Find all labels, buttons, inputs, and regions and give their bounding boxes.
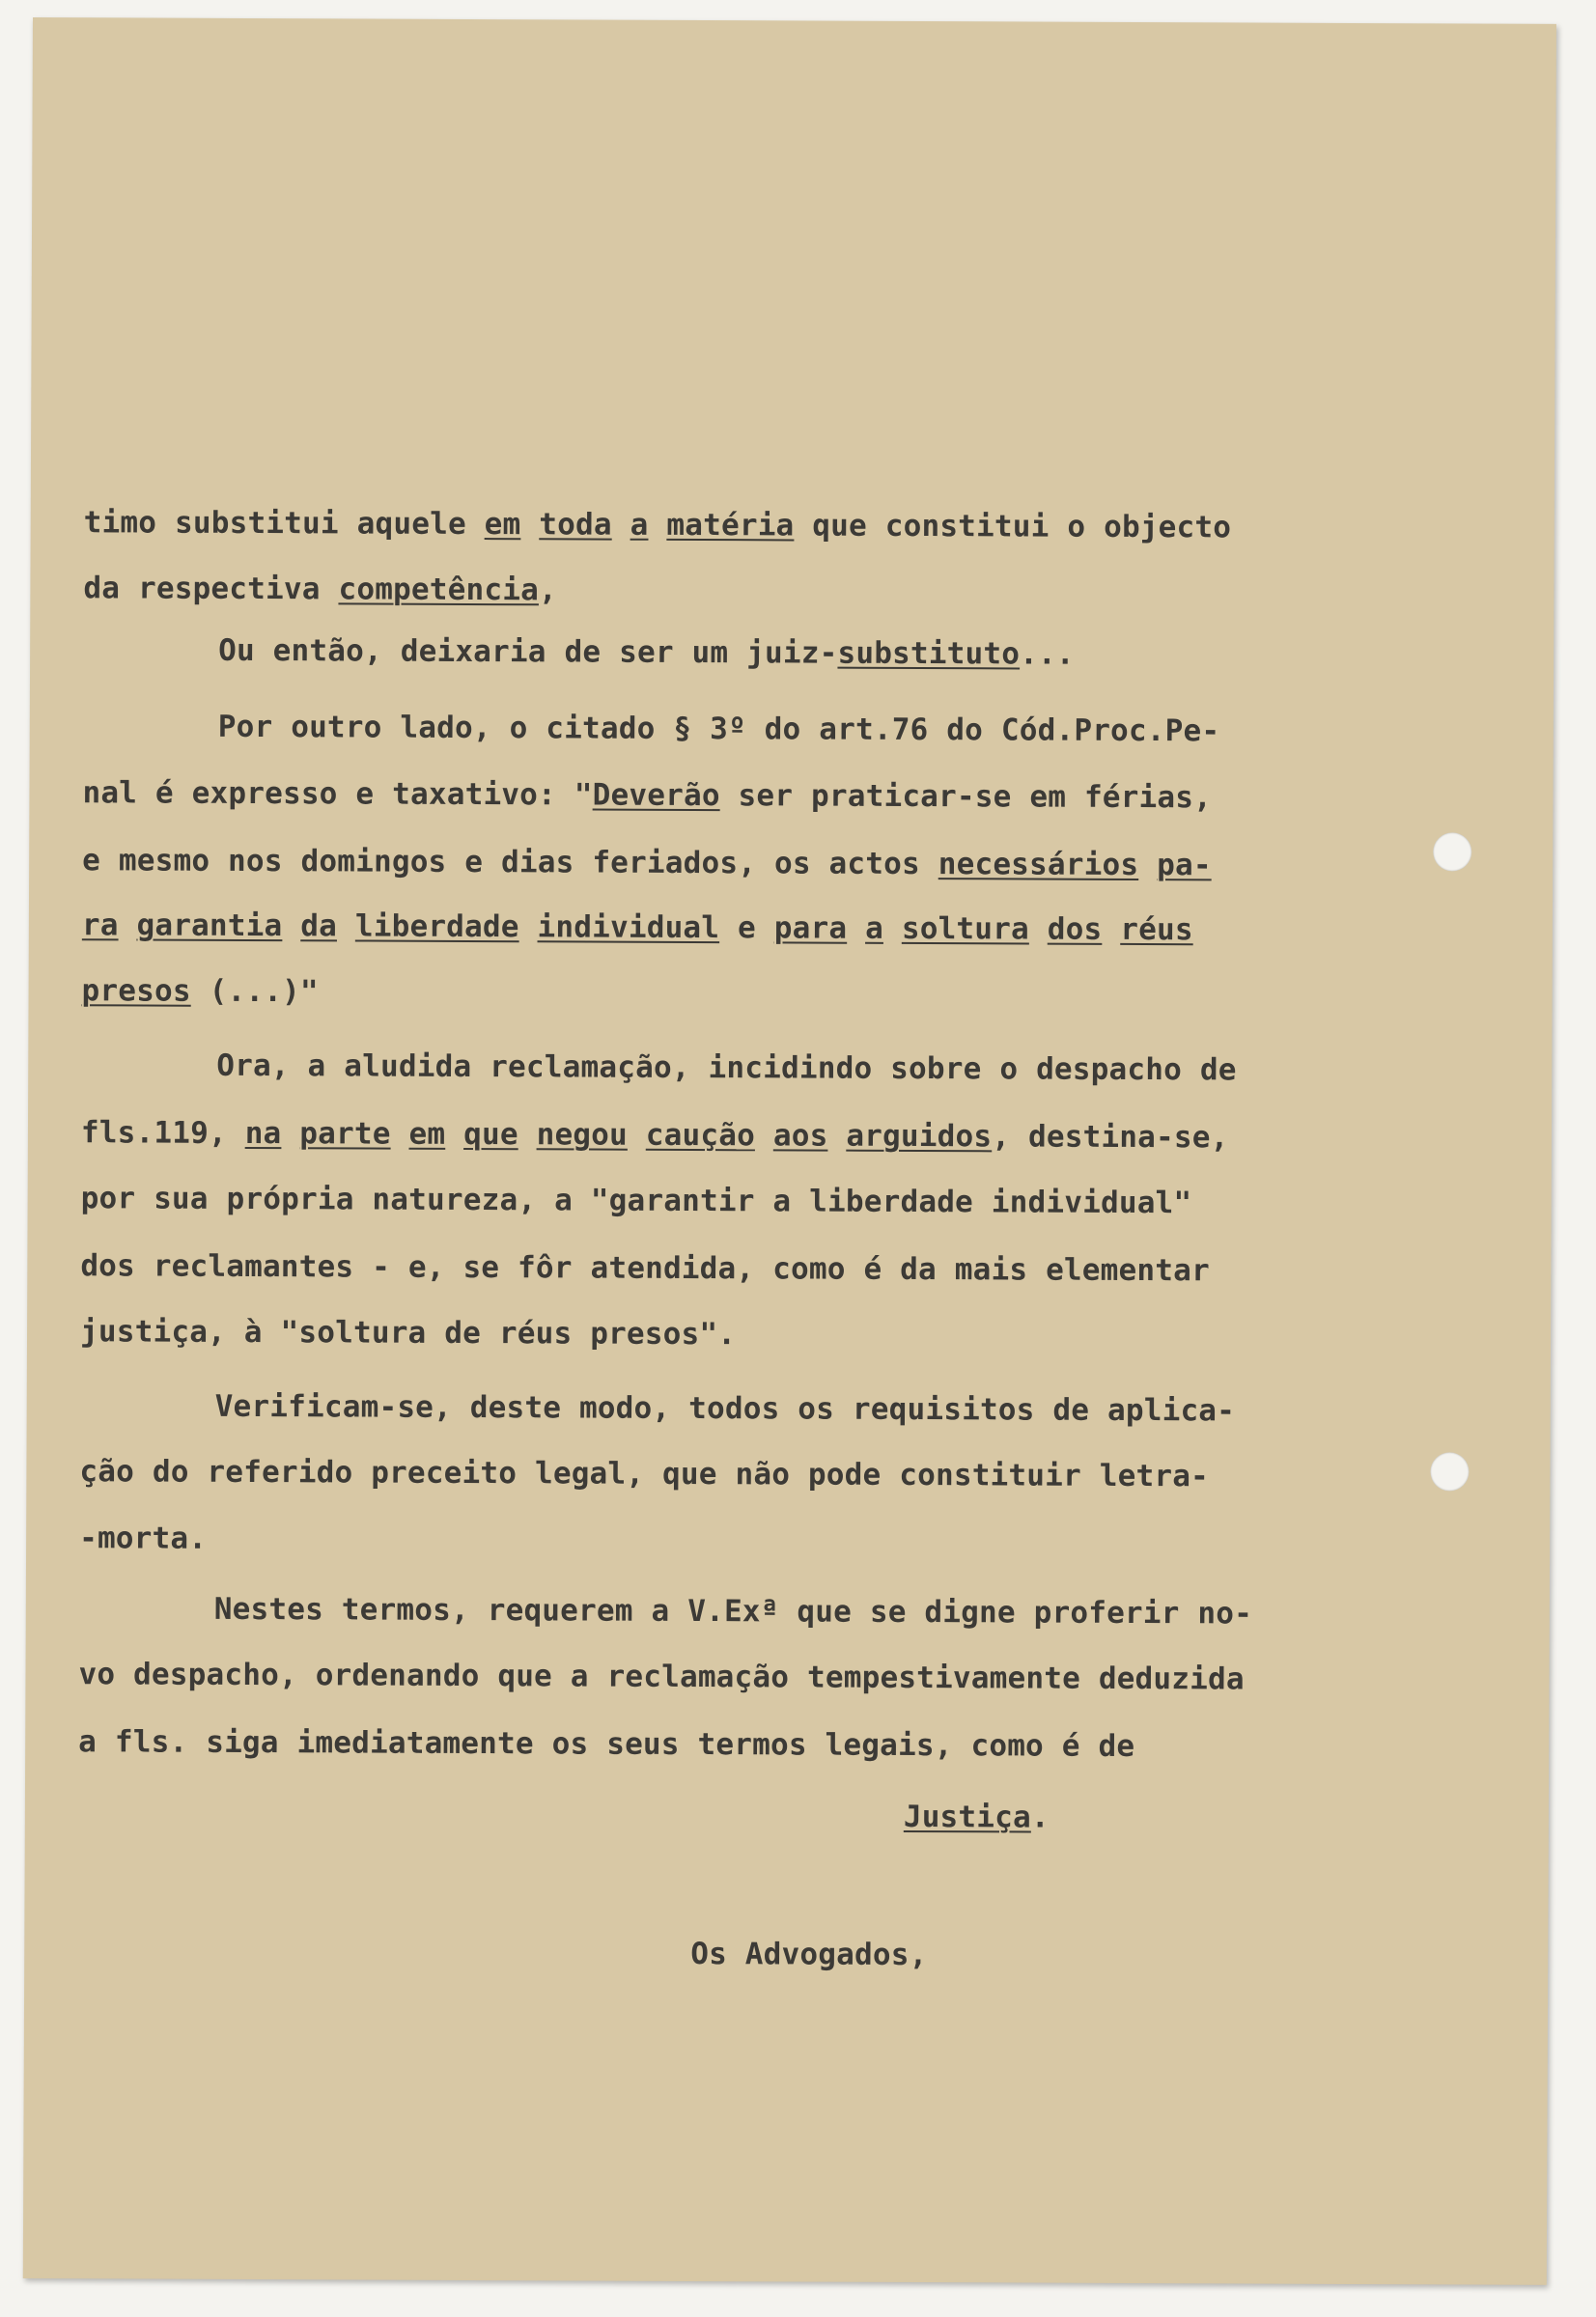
text-segment: que constitui o objecto [794, 508, 1232, 545]
underlined-text: individual [537, 909, 720, 946]
underlined-text: caução [645, 1117, 756, 1154]
text-segment: e [719, 910, 774, 946]
text-segment [1029, 912, 1048, 947]
text-line [218, 633, 1075, 672]
underlined-text: Justiça [903, 1799, 1031, 1835]
text-line [78, 1657, 1244, 1696]
underlined-text: liberdade [354, 908, 519, 945]
text-segment [445, 1117, 463, 1152]
text-line [82, 907, 1193, 947]
text-segment: Por outro lado, o citado § 3º do art.76 do Cód.Proc.Pe- [217, 709, 1220, 749]
text-line [690, 1937, 927, 1972]
text-segment [1102, 912, 1120, 947]
underlined-text: soltura [901, 910, 1030, 947]
text-segment: dos reclamantes - e, se fôr atendida, como é da mais elementar [80, 1248, 1210, 1289]
document-page [23, 17, 1556, 2285]
text-segment: por sua própria natureza, a "garantir a liberdade individual" [80, 1181, 1192, 1221]
underlined-text: réus [1120, 911, 1193, 948]
underlined-text: na [244, 1115, 282, 1152]
text-line [80, 1248, 1210, 1288]
underlined-text: em [408, 1116, 446, 1152]
text-segment [612, 508, 630, 543]
underlined-text: Deverão [592, 777, 720, 814]
text-segment: a fls. siga imediatamente os seus termos legais, como é de [78, 1724, 1135, 1764]
underlined-text: da [300, 908, 338, 944]
text-segment: Nestes termos, requerem a V.Exª que se digne proferir no- [213, 1591, 1253, 1632]
text-segment [519, 909, 538, 944]
text-segment: Ora, a aludida reclamação, incidindo sobre o despacho de [216, 1047, 1237, 1088]
text-segment: timo substitui aquele [83, 505, 485, 543]
text-line [216, 1048, 1237, 1088]
punch-hole-bottom [1430, 1452, 1469, 1491]
underlined-text: arguidos [846, 1118, 993, 1155]
text-segment: nal é expresso e taxativo: " [82, 775, 593, 813]
text-line [79, 1521, 207, 1556]
underlined-text: ra [81, 907, 119, 943]
text-segment [827, 1119, 846, 1154]
text-line [81, 1115, 1229, 1155]
underlined-text: a [865, 910, 884, 946]
text-segment: e mesmo nos domingos e dias feriados, os actos [82, 843, 938, 882]
underlined-text: toda [539, 507, 612, 543]
underlined-text: que [463, 1116, 518, 1153]
text-segment [520, 507, 539, 542]
text-segment [337, 908, 355, 943]
text-segment [883, 911, 902, 946]
text-segment [281, 1116, 299, 1151]
text-segment: Os Advogados, [690, 1936, 928, 1973]
text-segment [282, 908, 300, 943]
underlined-text: em [484, 507, 521, 543]
text-line [218, 710, 1220, 749]
text-segment: da respectiva [83, 571, 339, 607]
underlined-text: negou [536, 1117, 629, 1153]
text-line [81, 1181, 1192, 1220]
text-line [904, 1800, 1050, 1835]
text-segment: justiça, à "soltura de réus presos". [79, 1314, 737, 1353]
text-segment [648, 508, 666, 543]
text-line [79, 1454, 1209, 1493]
text-segment: Ou então, deixaria de ser um juiz- [218, 632, 838, 671]
underlined-text: substituto [837, 635, 1021, 672]
underlined-text: pa- [1157, 848, 1212, 883]
underlined-text: para [773, 910, 848, 946]
text-line [78, 1724, 1134, 1764]
text-segment: Verificam-se, deste modo, todos os requisitos de aplica- [214, 1388, 1236, 1429]
text-line [215, 1389, 1236, 1429]
text-line [82, 843, 1212, 882]
text-line [214, 1592, 1252, 1632]
text-segment [755, 1118, 773, 1153]
document-body [33, 17, 1556, 1973]
text-line [84, 505, 1232, 544]
text-line [82, 973, 319, 1009]
punch-hole-top [1433, 832, 1471, 871]
text-segment: ... [1020, 636, 1075, 672]
text-segment: (...)" [190, 973, 319, 1010]
text-line [80, 1314, 736, 1352]
text-segment: , [538, 572, 557, 608]
underlined-text: parte [299, 1116, 391, 1152]
text-segment [847, 911, 865, 946]
text-segment [628, 1118, 646, 1153]
text-line [83, 571, 557, 607]
underlined-text: presos [81, 973, 191, 1009]
text-segment [391, 1117, 409, 1152]
underlined-text: aos [772, 1118, 828, 1154]
underlined-text: a [630, 507, 649, 543]
text-segment: ser praticar-se em férias, [719, 778, 1213, 816]
text-segment: ção do referido preceito legal, que não pode constituir letra- [79, 1454, 1210, 1494]
underlined-text: necessários [938, 847, 1139, 883]
underlined-text: matéria [666, 507, 795, 544]
text-segment: -morta. [79, 1521, 208, 1556]
underlined-text: competência [338, 572, 540, 608]
text-segment: , destina-se, [992, 1119, 1229, 1156]
text-segment [518, 1117, 537, 1152]
text-segment: fls.119, [80, 1115, 245, 1151]
text-segment [119, 907, 137, 942]
underlined-text: dos [1047, 911, 1103, 947]
text-segment [1138, 848, 1157, 882]
underlined-text: garantia [136, 907, 283, 944]
text-line [82, 775, 1212, 815]
text-segment: vo despacho, ordenando que a reclamação tempestivamente deduzida [78, 1657, 1245, 1697]
text-segment: . [1030, 1800, 1050, 1835]
